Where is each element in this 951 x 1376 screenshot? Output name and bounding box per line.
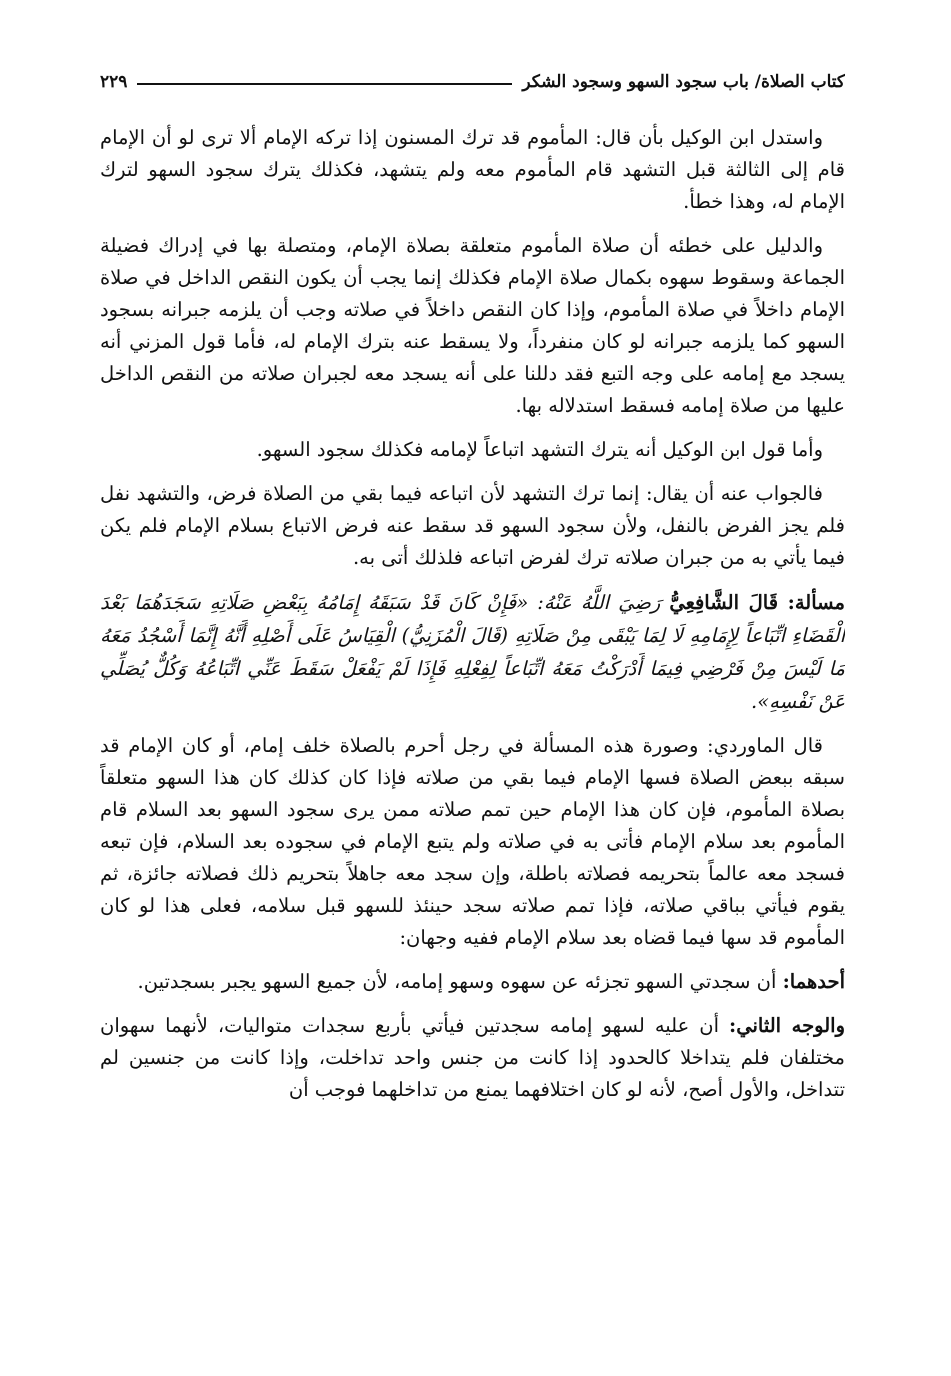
header-rule [137, 83, 512, 85]
paragraph-text: فالجواب عنه أن يقال: إنما ترك التشهد لأن اتباعه فيما بقي من الصلاة فرض، والتشهد نفل فلم يجز الفرض بالنفل، ولأن سجود السهو قد سقط عنه فرض الاتباع بسلام الإمام فلم يكن فيما يأتي به من جبران صلاته ترك لفرض اتباعه فلذلك أتى به. [100, 482, 845, 569]
paragraph-answer [100, 478, 845, 574]
page-number: ٢٢٩ [100, 72, 128, 92]
paragraph-text: رَضِيَ اللَّهُ عَنْهُ: «فَإِنْ كَانَ قَدْ سَبَقَهُ إِمَامُهُ بِبَعْضِ صَلَاتِهِ سَجَدَهُمَا بَعْدَ الْقَضَاءِ اتِّبَاعاً لِإِمَامِهِ لَا لِمَا يَبْقَى مِنْ صَلَاتِهِ (قَالَ الْمُزَنِيُّ) الْقِيَاسُ عَلَى أَصْلِهِ أَنَّهُ إِنَّمَا أَسْجُدُ مَعَهُ مَا لَيْسَ مِنْ فَرْضِي فِيمَا أَدْرَكْتُ مَعَهُ اتِّبَاعاً لِفِعْلِهِ فَإِذَا لَمْ يَفْعَلْ سَقَطَ عَنِّي اتِّبَاعُهُ وَكُلٌّ يُصَلِّي عَنْ نَفْسِهِ». [100, 591, 845, 713]
paragraph-ibn-alwakil-argument [100, 122, 845, 218]
masala-heading: مسألة: قَالَ الشَّافِعِيُّ [669, 591, 845, 614]
paragraph-mawardi [100, 730, 845, 954]
view-heading: والوجه الثاني: [729, 1014, 845, 1037]
paragraph-text: والدليل على خطئه أن صلاة المأموم متعلقة بصلاة الإمام، ومتصلة بها في إدراك فضيلة الجماعة وسقوط سهوه بكمال صلاة الإمام فكذلك إنما يجب أن يكون النقص الداخل في صلاة الإمام داخلاً في صلاة المأموم، وإذا كان النقص داخلاً في صلاته وجب أن يلزمه جبرانه بسجود السهو كما يلزمه جبرانه لو كان منفرداً، ولا يسقط عنه بترك الإمام له، فأما قول المزني أنه يسجد مع إمامه على وجه التبع فقد دللنا على أنه يسجد معه لجبران صلاته من النقص الداخل عليها من صلاة إمامه فسقط استدلاله بها. [100, 234, 845, 417]
paragraph-second-view [100, 1010, 845, 1106]
book-page [100, 60, 845, 1360]
paragraph-ibn-alwakil-tashahhud [100, 434, 845, 466]
paragraph-text: قال الماوردي: وصورة هذه المسألة في رجل أحرم بالصلاة خلف إمام، أو كان الإمام قد سبقه ببعض الصلاة فسها الإمام فيما بقي من صلاته فإذا كان كذلك كان هذا السهو متعلقاً بصلاة المأموم، فإن كان هذا الإمام حين تمم صلاته ممن يرى سجود السهو بعد السلام قام المأموم بعد سلام الإمام فأتى به في صلاته ولم يتبع الإمام في سجوده بعد السلام، فإن تبعه فسجد معه عالماً بتحريمه فصلاته باطلة، وإن سجد معه جاهلاً بتحريم ذلك فصلاته جائزة، ثم يقوم فيأتي بباقي صلاته، فإذا تمم صلاته سجد حينئذ للسهو قبل سلامه، فعلى هذا لو كان المأموم قد سها فيما قضاه بعد سلام الإمام ففيه وجهان: [100, 734, 845, 949]
running-header [100, 60, 845, 104]
paragraph-evidence [100, 230, 845, 422]
paragraph-text: أن سجدتي السهو تجزئه عن سهوه وسهو إمامه، لأن جميع السهو يجبر بسجدتين. [137, 970, 777, 993]
paragraph-first-view [100, 966, 845, 998]
view-heading: أحدهما: [782, 970, 845, 993]
paragraph-text: أن عليه لسهو إمامه سجدتين فيأتي بأربع سجدات متواليات، لأنهما سهوان مختلفان فلم يتداخلا كالحدود إذا كانت من جنس واحد تداخلت، وإذا كانت من جنسين لم تتداخل، والأول أصح، لأنه لو كان اختلافهما يمنع من تداخلهما فوجب أن [100, 1014, 845, 1101]
chapter-title: كتاب الصلاة/ باب سجود السهو وسجود الشكر [522, 72, 845, 92]
paragraph-masala [100, 586, 845, 718]
paragraph-text: واستدل ابن الوكيل بأن قال: المأموم قد ترك المسنون إذا تركه الإمام ألا ترى لو أن الإمام قام إلى الثالثة قبل التشهد قام المأموم معه ولم يتشهد، فكذلك يترك سجود السهو لترك الإمام له، وهذا خطأ. [100, 126, 845, 213]
paragraph-text: وأما قول ابن الوكيل أنه يترك التشهد اتباعاً لإمامه فكذلك سجود السهو. [256, 438, 823, 461]
